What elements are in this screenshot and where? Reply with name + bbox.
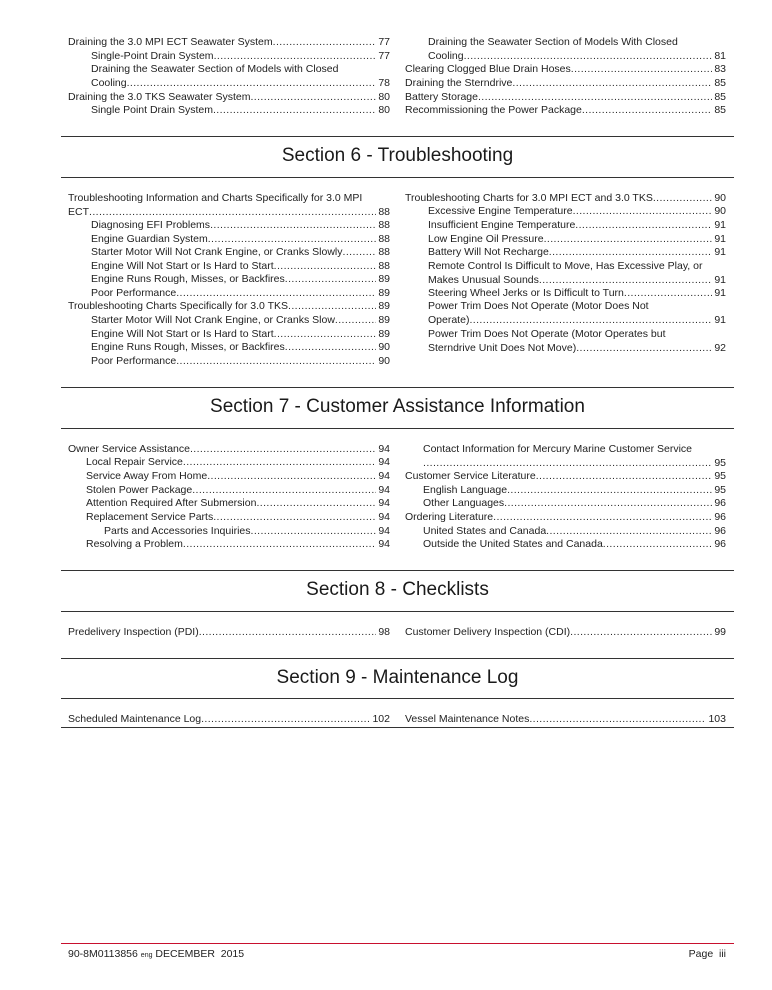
divider: [61, 570, 734, 571]
entry-page: 91: [714, 246, 726, 258]
divider: [61, 428, 734, 429]
entry-title: Owner Service Assistance: [68, 443, 190, 455]
entry-page: 94: [378, 525, 390, 537]
entry-title: Attention Required After Submersion: [86, 497, 257, 509]
entry-title: Draining the 3.0 TKS Seawater System: [68, 91, 251, 103]
entry-page: 91: [714, 219, 726, 231]
doc-date: DECEMBER 2015: [155, 948, 245, 960]
entry-title: Cooling: [428, 49, 464, 62]
toc-entry[interactable]: [86, 497, 390, 511]
entry-title: Poor Performance: [91, 287, 177, 299]
entry-title: Replacement Service Parts: [86, 511, 214, 523]
entry-title: Low Engine Oil Pressure: [428, 233, 544, 245]
section-heading: Section 7 - Customer Assistance Information: [210, 396, 585, 417]
section-heading: Section 8 - Checklists: [306, 579, 489, 600]
divider: [61, 177, 734, 178]
entry-title: Vessel Maintenance Notes: [405, 713, 530, 725]
entry-page: 89: [378, 328, 390, 340]
entry-title: Customer Service Literature: [405, 470, 536, 482]
toc-entry[interactable]: [405, 470, 726, 484]
entry-page: 89: [378, 287, 390, 299]
footer-rule: [61, 943, 734, 944]
entry-page: 90: [378, 355, 390, 367]
entry-title: Stolen Power Package: [86, 484, 193, 496]
entry-title: Starter Motor Will Not Crank Engine, or Cranks Slow: [91, 314, 335, 326]
entry-title: Engine Runs Rough, Misses, or Backfires: [91, 341, 285, 353]
entry-title: Cooling: [91, 76, 127, 89]
entry-title: English Language: [423, 484, 508, 496]
entry-page: 94: [378, 443, 390, 455]
toc-entry[interactable]: [91, 104, 390, 118]
divider: [61, 727, 734, 728]
toc-entry[interactable]: [68, 626, 390, 640]
entry-title: Predelivery Inspection (PDI): [68, 626, 199, 638]
entry-title: Makes Unusual Sounds: [428, 273, 539, 286]
toc-entry[interactable]: [91, 233, 390, 247]
toc-entry[interactable]: [86, 470, 390, 484]
entry-page: 89: [378, 300, 390, 312]
entry-title: Starter Motor Will Not Crank Engine, or Cranks Slowly: [91, 246, 343, 258]
entry-title: Engine Will Not Start or Is Hard to Start: [91, 328, 274, 340]
toc-entry[interactable]: [423, 538, 726, 552]
toc-entry[interactable]: [405, 192, 726, 206]
entry-title: Parts and Accessories Inquiries: [104, 525, 251, 537]
toc-entry[interactable]: [405, 713, 726, 727]
entry-title: Service Away From Home: [86, 470, 208, 482]
entry-page: 95: [714, 484, 726, 496]
toc-entry[interactable]: [91, 273, 390, 287]
toc-entry[interactable]: [91, 328, 390, 342]
entry-title: ECT: [68, 205, 89, 218]
entry-page: 91: [714, 233, 726, 245]
entry-page: 90: [714, 192, 726, 204]
entry-title: Engine Guardian System: [91, 233, 208, 245]
divider: [61, 387, 734, 388]
toc-entry[interactable]: [86, 538, 390, 552]
entry-page: 83: [714, 63, 726, 75]
entry-page: 85: [714, 91, 726, 103]
entry-title: Diagnosing EFI Problems: [91, 219, 211, 231]
entry-title: Ordering Literature: [405, 511, 494, 523]
entry-title: Other Languages: [423, 497, 505, 509]
toc-entry[interactable]: [86, 456, 390, 470]
entry-title: Draining the 3.0 MPI ECT Seawater System: [68, 36, 273, 48]
entry-page: 85: [714, 77, 726, 89]
entry-page: 103: [708, 713, 726, 725]
entry-title: Local Repair Service: [86, 456, 183, 468]
entry-page: 88: [378, 233, 390, 245]
toc-entry[interactable]: [423, 484, 726, 498]
entry-page: 78: [378, 76, 390, 89]
entry-page: 81: [714, 49, 726, 62]
toc-entry[interactable]: [86, 484, 390, 498]
entry-title: Resolving a Problem: [86, 538, 183, 550]
entry-title: Outside the United States and Canada: [423, 538, 603, 550]
toc-entry[interactable]: [428, 328, 726, 355]
toc-entry[interactable]: [104, 525, 390, 539]
entry-title-line1: Remote Control Is Difficult to Move, Has Excessive Play, or: [428, 260, 703, 272]
entry-page: 99: [714, 626, 726, 638]
entry-page: 96: [714, 497, 726, 509]
entry-title: Battery Will Not Recharge: [428, 246, 549, 258]
entry-title-line1: Draining the Seawater Section of Models with Closed: [91, 63, 339, 75]
entry-page: 90: [714, 205, 726, 217]
entry-page: 91: [714, 287, 726, 299]
toc-entry[interactable]: [428, 36, 726, 63]
toc-entry[interactable]: [405, 626, 726, 640]
entry-title-line1: Troubleshooting Information and Charts Specifically for 3.0 MPI: [68, 192, 363, 204]
toc-entry[interactable]: [91, 287, 390, 301]
entry-page: 91: [714, 313, 726, 326]
toc-entry[interactable]: [428, 205, 726, 219]
entry-title: Steering Wheel Jerks or Is Difficult to Turn: [428, 287, 624, 299]
footer-doc-info: [68, 948, 244, 960]
toc-entry[interactable]: [91, 260, 390, 274]
entry-page: 98: [378, 626, 390, 638]
toc-entry[interactable]: [428, 233, 726, 247]
toc-entry[interactable]: [86, 511, 390, 525]
toc-entry[interactable]: [68, 91, 390, 105]
entry-page: 88: [378, 260, 390, 272]
toc-entry[interactable]: [428, 260, 726, 287]
entry-title-line1: Draining the Seawater Section of Models With Closed: [428, 36, 678, 48]
entry-page: 80: [378, 104, 390, 116]
toc-entry[interactable]: [68, 443, 390, 457]
entry-title: Poor Performance: [91, 355, 177, 367]
entry-page: 92: [714, 341, 726, 354]
entry-title: Troubleshooting Charts Specifically for 3.0 TKS: [68, 300, 289, 312]
entry-title: Battery Storage: [405, 91, 478, 103]
entry-page: 77: [378, 50, 390, 62]
divider: [61, 698, 734, 699]
entry-title: Engine Runs Rough, Misses, or Backfires: [91, 273, 285, 285]
entry-page: 89: [378, 273, 390, 285]
entry-page: 102: [372, 713, 390, 725]
entry-page: 88: [378, 246, 390, 258]
entry-title: Recommissioning the Power Package: [405, 104, 582, 116]
entry-title: Sterndrive Unit Does Not Move): [428, 341, 577, 354]
entry-page: 88: [378, 219, 390, 231]
entry-page: 96: [714, 538, 726, 550]
entry-page: 95: [714, 456, 726, 469]
toc-entry[interactable]: [91, 314, 390, 328]
entry-title: Clearing Clogged Blue Drain Hoses: [405, 63, 571, 75]
entry-page: 95: [714, 470, 726, 482]
section-heading: Section 9 - Maintenance Log: [276, 667, 519, 688]
toc-entry[interactable]: [91, 50, 390, 64]
entry-page: 96: [714, 511, 726, 523]
toc-entry[interactable]: [423, 443, 726, 470]
toc-entry[interactable]: [428, 246, 726, 260]
entry-page: 94: [378, 538, 390, 550]
entry-title: Insufficient Engine Temperature: [428, 219, 576, 231]
toc-entry[interactable]: [428, 219, 726, 233]
entry-title: Operate): [428, 313, 470, 326]
toc-entry[interactable]: [91, 355, 390, 369]
toc-entry[interactable]: [405, 77, 726, 91]
toc-entry[interactable]: [405, 91, 726, 105]
toc-entry[interactable]: [405, 104, 726, 118]
entry-title: Customer Delivery Inspection (CDI): [405, 626, 571, 638]
divider: [61, 136, 734, 137]
entry-title-line1: Contact Information for Mercury Marine Customer Service: [423, 443, 693, 455]
entry-title: Engine Will Not Start or Is Hard to Start: [91, 260, 274, 272]
toc-entry[interactable]: [405, 511, 726, 525]
entry-title: Troubleshooting Charts for 3.0 MPI ECT and 3.0 TKS: [405, 192, 653, 204]
entry-page: 94: [378, 484, 390, 496]
entry-title: United States and Canada: [423, 525, 547, 537]
entry-title: Draining the Sterndrive: [405, 77, 513, 89]
divider: [61, 611, 734, 612]
entry-title: Scheduled Maintenance Log: [68, 713, 202, 725]
doc-number: 90-8M0113856: [68, 948, 138, 960]
entry-page: 90: [378, 341, 390, 353]
entry-title-line1: Power Trim Does Not Operate (Motor Operates but: [428, 328, 666, 340]
toc-entry[interactable]: [423, 497, 726, 511]
entry-title: Single Point Drain System: [91, 104, 213, 116]
entry-title: Excessive Engine Temperature: [428, 205, 573, 217]
entry-page: 94: [378, 470, 390, 482]
toc-entry[interactable]: [68, 300, 390, 314]
toc-entry[interactable]: [68, 192, 390, 219]
entry-page: 88: [378, 205, 390, 218]
entry-page: 94: [378, 497, 390, 509]
entry-page: 91: [714, 273, 726, 286]
toc-entry[interactable]: [405, 63, 726, 77]
toc-entry[interactable]: [428, 300, 726, 327]
entry-title: Single-Point Drain System: [91, 50, 214, 62]
doc-language: eng: [140, 952, 153, 959]
entry-page: 80: [378, 91, 390, 103]
toc-entry[interactable]: [91, 63, 390, 90]
toc-entry[interactable]: [91, 341, 390, 355]
toc-entry[interactable]: [68, 713, 390, 727]
page-number: Page iii: [688, 948, 726, 960]
entry-page: 94: [378, 511, 390, 523]
entry-title-line1: Power Trim Does Not Operate (Motor Does Not: [428, 300, 649, 312]
toc-entry[interactable]: [423, 525, 726, 539]
toc-entry[interactable]: [91, 219, 390, 233]
toc-entry[interactable]: [91, 246, 390, 260]
entry-page: 77: [378, 36, 390, 48]
entry-page: 96: [714, 525, 726, 537]
entry-page: 85: [714, 104, 726, 116]
entry-page: 94: [378, 456, 390, 468]
toc-entry[interactable]: [428, 287, 726, 301]
section-heading: Section 6 - Troubleshooting: [281, 145, 514, 166]
entry-page: 89: [378, 314, 390, 326]
divider: [61, 658, 734, 659]
toc-entry[interactable]: [68, 36, 390, 50]
